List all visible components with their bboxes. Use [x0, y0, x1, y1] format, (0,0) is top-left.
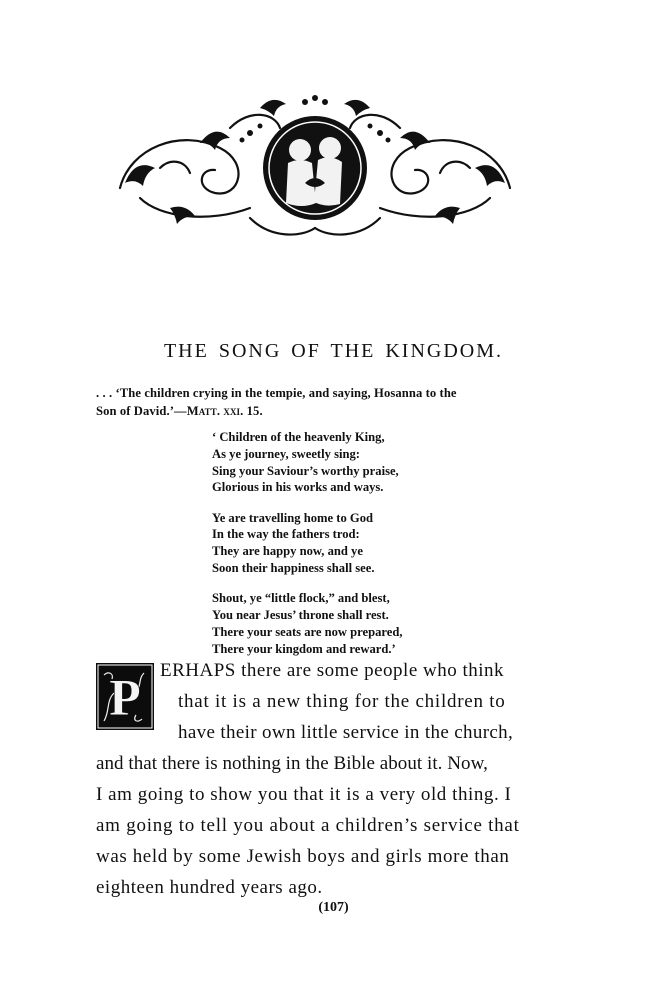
poem-line: ‘ Children of the heavenly King,: [212, 430, 385, 444]
paragraph-line: I am going to show you that it is a very old thing. I: [96, 784, 512, 805]
poem-stanza: [212, 429, 532, 496]
drop-cap: [96, 663, 154, 730]
poem: [212, 429, 532, 671]
poem-line: As ye journey, sweetly sing:: [212, 446, 360, 461]
paragraph-line: ERHAPS there are some people who think: [160, 660, 505, 681]
poem-line: Glorious in his works and ways.: [212, 480, 384, 495]
poem-line: You near Jesus’ throne shall rest.: [212, 608, 389, 623]
drop-cap-letter: P: [109, 670, 141, 727]
paragraph-line: eighteen hundred years ago.: [96, 877, 323, 898]
poem-stanza: [212, 590, 532, 657]
paragraph-line: that it is a new thing for the children to: [178, 691, 506, 712]
poem-line: In the way the fathers trod:: [212, 527, 360, 542]
paragraph-line: have their own little service in the church,: [178, 722, 514, 743]
poem-stanza: [212, 510, 532, 577]
poem-line: Soon their happiness shall see.: [212, 561, 375, 576]
epigraph-line-1: . . . ‘The children crying in the tempie, and saying, Hosanna to the: [96, 386, 457, 400]
poem-line: They are happy now, and ye: [212, 544, 363, 559]
epigraph-line-2: [96, 402, 556, 420]
drop-cap-ornament: [96, 663, 154, 730]
epigraph: [96, 384, 556, 420]
paragraph-line: am going to tell you about a children’s service that: [96, 815, 520, 836]
chapter-title: THE SONG OF THE KINGDOM.: [163, 340, 504, 362]
paragraph-line: and that there is nothing in the Bible about it. Now,: [96, 753, 488, 774]
scripture-reference: Matt. xxi. 15.: [186, 404, 263, 418]
poem-line: Shout, ye “little flock,” and blest,: [212, 591, 390, 606]
poem-line: There your seats are now prepared,: [212, 624, 403, 639]
epigraph-text: Son of David.’—: [96, 404, 187, 418]
poem-line: Ye are travelling home to God: [212, 510, 374, 525]
page-number: (107): [318, 900, 349, 915]
paragraph-line: was held by some Jewish boys and girls more than: [96, 846, 510, 867]
headpiece-ornament: [100, 88, 530, 248]
poem-line: Sing your Saviour’s worthy praise,: [212, 463, 399, 478]
poem-line: There your kingdom and reward.’: [212, 641, 396, 656]
